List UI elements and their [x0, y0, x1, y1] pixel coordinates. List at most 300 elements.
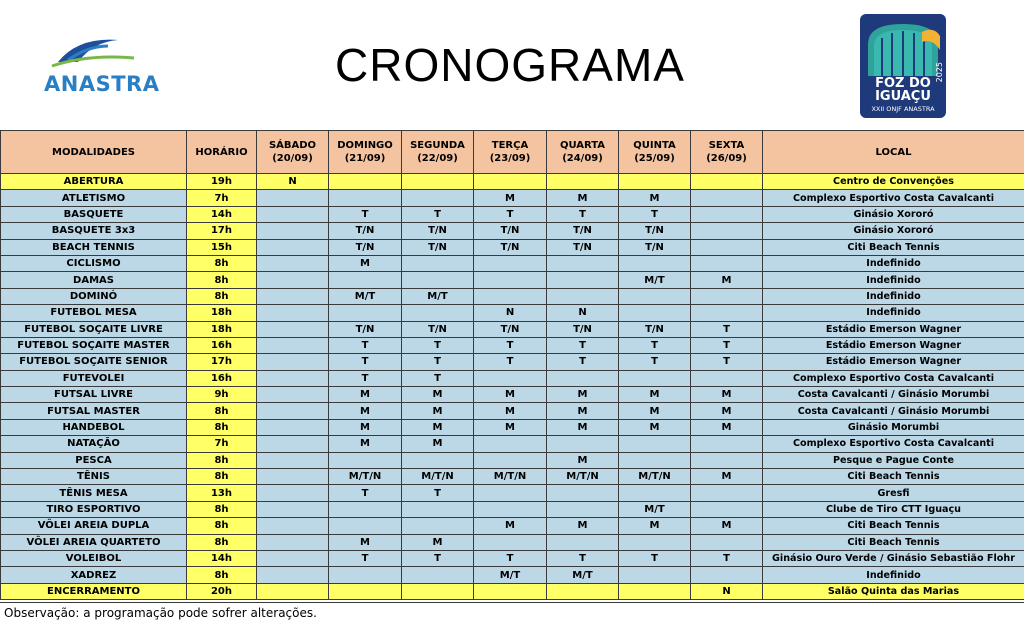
time-cell: 18h — [187, 321, 257, 337]
time-cell: 13h — [187, 485, 257, 501]
day-cell — [474, 288, 547, 304]
observation-note: Observação: a programação pode sofrer alterações. — [0, 602, 1024, 624]
local-cell: Indefinido — [763, 288, 1024, 304]
day-cell — [619, 174, 691, 190]
day-cell: T — [619, 354, 691, 370]
column-header-label: (22/09) — [402, 152, 473, 165]
event-logo-year: 2025 — [935, 62, 944, 82]
time-cell: 18h — [187, 305, 257, 321]
column-header-label: (23/09) — [474, 152, 546, 165]
table-body — [1, 174, 1024, 600]
anastra-swoosh-icon — [48, 32, 138, 72]
table-row — [1, 534, 1024, 550]
day-cell: T — [402, 485, 474, 501]
day-cell — [619, 534, 691, 550]
day-cell: M — [619, 403, 691, 419]
time-cell: 9h — [187, 387, 257, 403]
local-cell: Citi Beach Tennis — [763, 239, 1024, 255]
day-cell: M — [691, 518, 763, 534]
table-row — [1, 354, 1024, 370]
column-header-label: MODALIDADES — [1, 146, 186, 159]
day-cell — [691, 239, 763, 255]
table-row — [1, 255, 1024, 271]
anastra-logo — [40, 32, 170, 102]
day-cell: T — [547, 337, 619, 353]
day-cell: M — [691, 403, 763, 419]
day-cell: M — [474, 518, 547, 534]
day-cell: T — [619, 337, 691, 353]
table-row — [1, 501, 1024, 517]
day-cell: M — [547, 403, 619, 419]
day-cell: M — [691, 387, 763, 403]
local-cell: Complexo Esportivo Costa Cavalcanti — [763, 190, 1024, 206]
column-header — [474, 131, 547, 174]
day-cell: M — [329, 419, 402, 435]
day-cell — [547, 370, 619, 386]
day-cell — [691, 288, 763, 304]
local-cell: Estádio Emerson Wagner — [763, 321, 1024, 337]
day-cell — [619, 485, 691, 501]
time-cell: 8h — [187, 567, 257, 583]
table-row — [1, 452, 1024, 468]
day-cell: M — [402, 436, 474, 452]
day-cell — [402, 305, 474, 321]
day-cell: T — [474, 206, 547, 222]
column-header — [1, 131, 187, 174]
day-cell: T — [619, 206, 691, 222]
day-cell — [257, 370, 329, 386]
table-row — [1, 223, 1024, 239]
day-cell — [257, 272, 329, 288]
day-cell — [474, 534, 547, 550]
day-cell: T/N — [402, 223, 474, 239]
day-cell: T — [474, 550, 547, 566]
column-header — [329, 131, 402, 174]
local-cell: Costa Cavalcanti / Ginásio Morumbi — [763, 403, 1024, 419]
modality-cell: TÊNIS MESA — [1, 485, 187, 501]
day-cell — [257, 190, 329, 206]
time-cell: 8h — [187, 452, 257, 468]
table-row — [1, 518, 1024, 534]
day-cell: T/N — [474, 239, 547, 255]
day-cell — [474, 452, 547, 468]
day-cell — [619, 583, 691, 599]
day-cell: M — [547, 518, 619, 534]
day-cell: M — [547, 452, 619, 468]
modality-cell: FUTEVOLEI — [1, 370, 187, 386]
day-cell — [402, 567, 474, 583]
day-cell — [619, 255, 691, 271]
local-cell: Indefinido — [763, 567, 1024, 583]
day-cell: M — [474, 419, 547, 435]
day-cell: M — [329, 387, 402, 403]
day-cell: T — [329, 206, 402, 222]
day-cell — [257, 288, 329, 304]
local-cell: Ginásio Morumbi — [763, 419, 1024, 435]
time-cell: 15h — [187, 239, 257, 255]
column-header-label: SEXTA — [691, 139, 762, 152]
day-cell — [329, 518, 402, 534]
day-cell — [402, 452, 474, 468]
day-cell: M — [547, 419, 619, 435]
day-cell — [691, 436, 763, 452]
day-cell: M — [402, 534, 474, 550]
day-cell — [691, 223, 763, 239]
day-cell: N — [691, 583, 763, 599]
day-cell — [547, 174, 619, 190]
day-cell: T — [474, 354, 547, 370]
day-cell: T — [691, 550, 763, 566]
local-cell: Salão Quinta das Marias — [763, 583, 1024, 599]
table-row — [1, 288, 1024, 304]
day-cell — [691, 567, 763, 583]
column-header — [187, 131, 257, 174]
time-cell: 8h — [187, 419, 257, 435]
day-cell: T/N — [619, 321, 691, 337]
column-header-label: (21/09) — [329, 152, 401, 165]
day-cell — [257, 436, 329, 452]
day-cell: T/N — [402, 321, 474, 337]
day-cell — [474, 272, 547, 288]
local-cell: Ginásio Xororó — [763, 223, 1024, 239]
day-cell — [402, 518, 474, 534]
time-cell: 14h — [187, 206, 257, 222]
day-cell — [691, 370, 763, 386]
table-header-row — [1, 131, 1024, 174]
table-row — [1, 190, 1024, 206]
time-cell: 16h — [187, 370, 257, 386]
day-cell — [547, 534, 619, 550]
schedule-table — [0, 130, 1024, 600]
day-cell: M/T/N — [619, 469, 691, 485]
modality-cell: VÔLEI AREIA QUARTETO — [1, 534, 187, 550]
day-cell: T — [329, 485, 402, 501]
modality-cell: XADREZ — [1, 567, 187, 583]
local-cell: Estádio Emerson Wagner — [763, 354, 1024, 370]
day-cell — [474, 583, 547, 599]
modality-cell: FUTSAL LIVRE — [1, 387, 187, 403]
day-cell: M — [329, 534, 402, 550]
time-cell: 8h — [187, 518, 257, 534]
day-cell — [257, 206, 329, 222]
local-cell: Ginásio Xororó — [763, 206, 1024, 222]
day-cell — [257, 485, 329, 501]
local-cell: Gresfi — [763, 485, 1024, 501]
table-row — [1, 567, 1024, 583]
day-cell: T — [329, 550, 402, 566]
day-cell: M — [402, 403, 474, 419]
day-cell — [619, 452, 691, 468]
day-cell: M — [329, 255, 402, 271]
waterfall-arch-icon — [864, 20, 942, 76]
day-cell — [474, 370, 547, 386]
column-header — [619, 131, 691, 174]
table-row — [1, 403, 1024, 419]
day-cell — [691, 174, 763, 190]
day-cell: T — [402, 370, 474, 386]
day-cell — [691, 485, 763, 501]
local-cell: Clube de Tiro CTT Iguaçu — [763, 501, 1024, 517]
day-cell — [329, 174, 402, 190]
day-cell — [329, 567, 402, 583]
local-cell: Complexo Esportivo Costa Cavalcanti — [763, 370, 1024, 386]
day-cell — [402, 190, 474, 206]
column-header — [547, 131, 619, 174]
time-cell: 20h — [187, 583, 257, 599]
day-cell — [402, 255, 474, 271]
day-cell: M/T/N — [402, 469, 474, 485]
day-cell — [257, 534, 329, 550]
modality-cell: TIRO ESPORTIVO — [1, 501, 187, 517]
table-row — [1, 550, 1024, 566]
day-cell — [257, 223, 329, 239]
column-header-label: (24/09) — [547, 152, 618, 165]
day-cell: N — [257, 174, 329, 190]
day-cell: T — [547, 354, 619, 370]
day-cell — [257, 239, 329, 255]
day-cell: T — [691, 354, 763, 370]
day-cell — [402, 272, 474, 288]
time-cell: 8h — [187, 288, 257, 304]
modality-cell: FUTEBOL SOÇAITE LIVRE — [1, 321, 187, 337]
column-header-label: SEGUNDA — [402, 139, 473, 152]
table-row — [1, 174, 1024, 190]
time-cell: 17h — [187, 354, 257, 370]
day-cell: T — [402, 337, 474, 353]
day-cell: M — [474, 403, 547, 419]
page-header — [0, 0, 1024, 130]
day-cell: T — [329, 370, 402, 386]
modality-cell: FUTEBOL SOÇAITE SENIOR — [1, 354, 187, 370]
day-cell — [691, 501, 763, 517]
modality-cell: CICLISMO — [1, 255, 187, 271]
column-header-label: QUINTA — [619, 139, 690, 152]
modality-cell: DAMAS — [1, 272, 187, 288]
day-cell — [257, 321, 329, 337]
day-cell: N — [474, 305, 547, 321]
time-cell: 7h — [187, 190, 257, 206]
day-cell — [691, 305, 763, 321]
day-cell — [619, 370, 691, 386]
time-cell: 17h — [187, 223, 257, 239]
modality-cell: FUTSAL MASTER — [1, 403, 187, 419]
local-cell: Indefinido — [763, 305, 1024, 321]
day-cell: T — [619, 550, 691, 566]
day-cell — [329, 305, 402, 321]
day-cell: T — [547, 206, 619, 222]
day-cell — [257, 337, 329, 353]
column-header-label: QUARTA — [547, 139, 618, 152]
table-row — [1, 321, 1024, 337]
day-cell — [329, 452, 402, 468]
local-cell: Citi Beach Tennis — [763, 534, 1024, 550]
day-cell — [402, 583, 474, 599]
day-cell — [547, 272, 619, 288]
day-cell: T/N — [547, 239, 619, 255]
day-cell: T — [402, 354, 474, 370]
day-cell: N — [547, 305, 619, 321]
table-row — [1, 387, 1024, 403]
day-cell — [691, 452, 763, 468]
day-cell — [257, 550, 329, 566]
day-cell — [257, 255, 329, 271]
time-cell: 7h — [187, 436, 257, 452]
day-cell — [402, 174, 474, 190]
day-cell — [257, 452, 329, 468]
time-cell: 19h — [187, 174, 257, 190]
event-logo-line3: XXII ONJF ANASTRA — [860, 105, 946, 113]
time-cell: 8h — [187, 255, 257, 271]
local-cell: Pesque e Pague Conte — [763, 452, 1024, 468]
time-cell: 14h — [187, 550, 257, 566]
time-cell: 8h — [187, 469, 257, 485]
day-cell: M — [402, 387, 474, 403]
modality-cell: DOMINÓ — [1, 288, 187, 304]
day-cell: M/T — [474, 567, 547, 583]
time-cell: 8h — [187, 534, 257, 550]
modality-cell: BASQUETE 3x3 — [1, 223, 187, 239]
day-cell — [619, 288, 691, 304]
column-header — [691, 131, 763, 174]
modality-cell: VOLEIBOL — [1, 550, 187, 566]
day-cell — [547, 485, 619, 501]
day-cell: T/N — [547, 223, 619, 239]
day-cell — [257, 387, 329, 403]
day-cell — [329, 190, 402, 206]
day-cell: T/N — [474, 223, 547, 239]
modality-cell: BASQUETE — [1, 206, 187, 222]
modality-cell: BEACH TENNIS — [1, 239, 187, 255]
day-cell: M — [547, 190, 619, 206]
day-cell: T — [402, 206, 474, 222]
time-cell: 8h — [187, 501, 257, 517]
local-cell: Indefinido — [763, 255, 1024, 271]
modality-cell: ENCERRAMENTO — [1, 583, 187, 599]
day-cell: M/T/N — [329, 469, 402, 485]
modality-cell: VÔLEI AREIA DUPLA — [1, 518, 187, 534]
table-row — [1, 305, 1024, 321]
day-cell: M/T/N — [547, 469, 619, 485]
day-cell — [257, 518, 329, 534]
day-cell — [691, 255, 763, 271]
table-row — [1, 485, 1024, 501]
day-cell — [257, 354, 329, 370]
day-cell — [257, 403, 329, 419]
table-row — [1, 206, 1024, 222]
time-cell: 16h — [187, 337, 257, 353]
table-row — [1, 419, 1024, 435]
day-cell — [619, 567, 691, 583]
table-row — [1, 272, 1024, 288]
day-cell: M — [619, 190, 691, 206]
day-cell: T — [329, 354, 402, 370]
day-cell: M/T — [619, 272, 691, 288]
modality-cell: ATLETISMO — [1, 190, 187, 206]
day-cell — [257, 583, 329, 599]
day-cell: T/N — [402, 239, 474, 255]
day-cell — [474, 485, 547, 501]
day-cell: M/T — [402, 288, 474, 304]
day-cell: M — [474, 190, 547, 206]
day-cell — [547, 436, 619, 452]
day-cell: T — [402, 550, 474, 566]
local-cell: Complexo Esportivo Costa Cavalcanti — [763, 436, 1024, 452]
day-cell: M/T — [547, 567, 619, 583]
day-cell — [547, 501, 619, 517]
modality-cell: NATAÇÃO — [1, 436, 187, 452]
day-cell: T/N — [474, 321, 547, 337]
column-header — [257, 131, 329, 174]
event-logo-line2: IGUAÇU — [860, 89, 946, 104]
day-cell: M — [329, 403, 402, 419]
day-cell: M/T — [329, 288, 402, 304]
day-cell: M/T — [619, 501, 691, 517]
local-cell: Ginásio Ouro Verde / Ginásio Sebastião Flohr — [763, 550, 1024, 566]
day-cell — [257, 567, 329, 583]
modality-cell: ABERTURA — [1, 174, 187, 190]
day-cell: M — [619, 387, 691, 403]
day-cell: M — [691, 469, 763, 485]
day-cell — [474, 255, 547, 271]
day-cell: M — [691, 419, 763, 435]
day-cell: M — [474, 387, 547, 403]
day-cell: T/N — [329, 223, 402, 239]
local-cell: Citi Beach Tennis — [763, 469, 1024, 485]
day-cell: T — [691, 337, 763, 353]
day-cell — [474, 501, 547, 517]
day-cell: M — [329, 436, 402, 452]
column-header-label: (25/09) — [619, 152, 690, 165]
event-logo-line1: FOZ DO — [860, 76, 946, 91]
table-row — [1, 239, 1024, 255]
modality-cell: HANDEBOL — [1, 419, 187, 435]
column-header — [402, 131, 474, 174]
day-cell: T — [547, 550, 619, 566]
day-cell: M — [547, 387, 619, 403]
day-cell — [691, 534, 763, 550]
local-cell: Estádio Emerson Wagner — [763, 337, 1024, 353]
column-header-label: HORÁRIO — [187, 146, 256, 159]
day-cell: T — [474, 337, 547, 353]
table-row — [1, 583, 1024, 599]
local-cell: Citi Beach Tennis — [763, 518, 1024, 534]
local-cell: Indefinido — [763, 272, 1024, 288]
modality-cell: TÊNIS — [1, 469, 187, 485]
day-cell — [547, 255, 619, 271]
modality-cell: PESCA — [1, 452, 187, 468]
time-cell: 8h — [187, 403, 257, 419]
day-cell — [329, 583, 402, 599]
day-cell — [329, 501, 402, 517]
day-cell — [257, 419, 329, 435]
day-cell — [257, 469, 329, 485]
day-cell: M/T/N — [474, 469, 547, 485]
day-cell — [547, 583, 619, 599]
day-cell: T/N — [329, 239, 402, 255]
time-cell: 8h — [187, 272, 257, 288]
anastra-logo-text: ANASTRA — [44, 72, 159, 96]
day-cell: M — [691, 272, 763, 288]
day-cell: T — [329, 337, 402, 353]
column-header-label: TERÇA — [474, 139, 546, 152]
day-cell — [547, 288, 619, 304]
column-header-label: DOMINGO — [329, 139, 401, 152]
day-cell — [402, 501, 474, 517]
table-row — [1, 436, 1024, 452]
column-header-label: (26/09) — [691, 152, 762, 165]
modality-cell: FUTEBOL SOÇAITE MASTER — [1, 337, 187, 353]
page-title: CRONOGRAMA — [300, 38, 720, 92]
